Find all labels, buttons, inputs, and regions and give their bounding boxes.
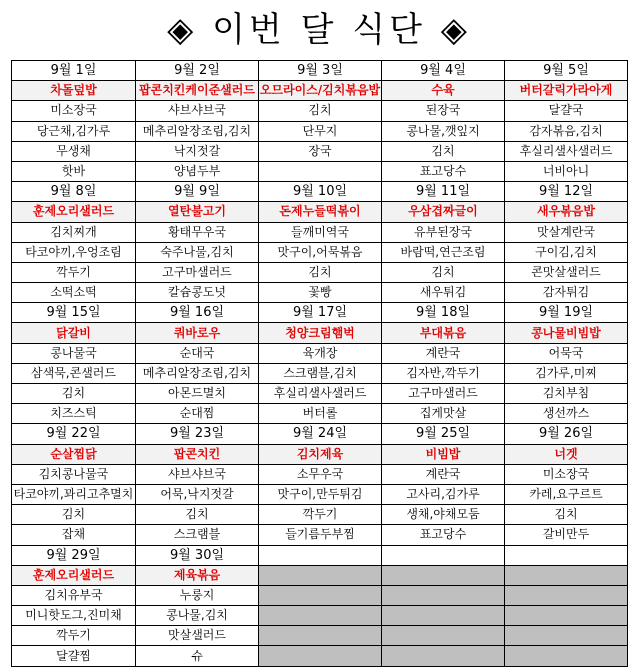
menu-row <box>12 222 628 242</box>
side-dish: 감자튀김 <box>505 283 628 303</box>
side-dish: 잡채 <box>12 525 136 545</box>
date-cell <box>382 545 505 565</box>
side-dish: 맛구이,어묵볶음 <box>259 242 382 262</box>
menu-row <box>12 404 628 424</box>
date-cell: 9월 24일 <box>259 424 382 444</box>
empty-cell <box>505 585 628 605</box>
side-dish: 당근채,김가루 <box>12 121 136 141</box>
page-title: ◈ 이번 달 식단 ◈ <box>167 10 471 50</box>
menu-row <box>12 565 628 585</box>
side-dish: 달걀찜 <box>12 646 136 666</box>
empty-cell <box>505 646 628 666</box>
side-dish: 김자반,깍두기 <box>382 363 505 383</box>
date-cell: 9월 29일 <box>12 545 136 565</box>
side-dish: 카레,요구르트 <box>505 484 628 504</box>
side-dish: 꽃빵 <box>259 283 382 303</box>
side-dish: 들깨미역국 <box>259 222 382 242</box>
side-dish: 생채,야채모둠 <box>382 505 505 525</box>
main-dish: 열탄불고기 <box>136 202 259 222</box>
main-dish: 차돌덮밥 <box>12 81 136 101</box>
main-dish: 순살찜닭 <box>12 444 136 464</box>
main-dish: 버터갈릭가라아게 <box>505 81 628 101</box>
empty-cell <box>259 646 382 666</box>
side-dish: 누룽지 <box>136 585 259 605</box>
main-dish: 비빔밥 <box>382 444 505 464</box>
side-dish: 순대찜 <box>136 404 259 424</box>
main-dish: 너겟 <box>505 444 628 464</box>
side-dish: 메추리알장조림,김치 <box>136 363 259 383</box>
side-dish: 콩나물,김치 <box>136 606 259 626</box>
side-dish: 김치 <box>136 505 259 525</box>
side-dish: 김치찌개 <box>12 222 136 242</box>
menu-row <box>12 202 628 222</box>
main-dish: 제육볶음 <box>136 565 259 585</box>
side-dish: 너비아니 <box>505 161 628 181</box>
empty-cell <box>505 606 628 626</box>
date-cell: 9월 22일 <box>12 424 136 444</box>
empty-cell <box>382 626 505 646</box>
date-row <box>12 61 628 81</box>
side-dish: 황태무우국 <box>136 222 259 242</box>
side-dish: 낙지젓갈 <box>136 141 259 161</box>
side-dish: 김치부침 <box>505 384 628 404</box>
side-dish: 샤브샤브국 <box>136 101 259 121</box>
menu-row <box>12 444 628 464</box>
side-dish: 구이김,김치 <box>505 242 628 262</box>
side-dish: 깍두기 <box>12 262 136 282</box>
empty-cell <box>382 585 505 605</box>
date-cell <box>505 545 628 565</box>
side-dish: 콩나물국 <box>12 343 136 363</box>
side-dish: 김치 <box>505 505 628 525</box>
side-dish: 집게맛살 <box>382 404 505 424</box>
date-cell: 9월 2일 <box>136 61 259 81</box>
side-dish: 어묵국 <box>505 343 628 363</box>
side-dish: 콩나물,깻잎지 <box>382 121 505 141</box>
side-dish: 고구마샐러드 <box>136 262 259 282</box>
side-dish <box>259 161 382 181</box>
main-dish: 김치제육 <box>259 444 382 464</box>
main-dish: 청양크림햄벅 <box>259 323 382 343</box>
side-dish: 유부된장국 <box>382 222 505 242</box>
side-dish: 미소장국 <box>12 101 136 121</box>
empty-cell <box>259 626 382 646</box>
side-dish: 깍두기 <box>259 505 382 525</box>
side-dish: 어묵,낙지젓갈 <box>136 484 259 504</box>
main-dish: 우삼겹짜글이 <box>382 202 505 222</box>
side-dish: 소떡소떡 <box>12 283 136 303</box>
menu-row <box>12 384 628 404</box>
date-cell: 9월 9일 <box>136 182 259 202</box>
date-row <box>12 424 628 444</box>
menu-row <box>12 363 628 383</box>
date-cell: 9월 19일 <box>505 303 628 323</box>
side-dish: 칼슘콩도넛 <box>136 283 259 303</box>
side-dish: 맛구이,만두튀김 <box>259 484 382 504</box>
menu-row <box>12 464 628 484</box>
side-dish: 타코야끼,우엉조림 <box>12 242 136 262</box>
side-dish: 김치 <box>259 101 382 121</box>
menu-row <box>12 81 628 101</box>
side-dish: 치즈스틱 <box>12 404 136 424</box>
menu-table <box>11 60 628 667</box>
side-dish: 삼색묵,콘샐러드 <box>12 363 136 383</box>
main-dish: 훈제오리샐러드 <box>12 202 136 222</box>
date-cell <box>259 545 382 565</box>
side-dish: 후실리샐사샐러드 <box>505 141 628 161</box>
side-dish: 고사리,김가루 <box>382 484 505 504</box>
date-cell: 9월 26일 <box>505 424 628 444</box>
menu-row <box>12 505 628 525</box>
empty-cell <box>505 565 628 585</box>
side-dish: 무생채 <box>12 141 136 161</box>
side-dish: 맛살계란국 <box>505 222 628 242</box>
date-row <box>12 545 628 565</box>
main-dish: 오므라이스/김치볶음밥 <box>259 81 382 101</box>
date-row <box>12 182 628 202</box>
main-dish: 새우볶음밥 <box>505 202 628 222</box>
empty-cell <box>382 606 505 626</box>
main-dish: 돈제누들떡볶이 <box>259 202 382 222</box>
date-cell: 9월 3일 <box>259 61 382 81</box>
menu-row <box>12 141 628 161</box>
main-dish: 팝콘치킨 <box>136 444 259 464</box>
side-dish: 숙주나물,김치 <box>136 242 259 262</box>
main-dish: 닭갈비 <box>12 323 136 343</box>
side-dish: 계란국 <box>382 343 505 363</box>
date-row <box>12 303 628 323</box>
menu-row <box>12 283 628 303</box>
side-dish: 계란국 <box>382 464 505 484</box>
side-dish: 소무우국 <box>259 464 382 484</box>
side-dish: 김가루,미찌 <box>505 363 628 383</box>
empty-cell <box>259 565 382 585</box>
main-dish: 수육 <box>382 81 505 101</box>
side-dish: 감자볶음,김치 <box>505 121 628 141</box>
side-dish: 육개장 <box>259 343 382 363</box>
menu-row <box>12 242 628 262</box>
side-dish: 핫바 <box>12 161 136 181</box>
menu-row <box>12 323 628 343</box>
side-dish: 된장국 <box>382 101 505 121</box>
side-dish: 달걀국 <box>505 101 628 121</box>
side-dish: 스크램블,김치 <box>259 363 382 383</box>
menu-row <box>12 262 628 282</box>
menu-row <box>12 646 628 666</box>
menu-row <box>12 606 628 626</box>
side-dish: 깍두기 <box>12 626 136 646</box>
side-dish: 김치 <box>259 262 382 282</box>
menu-row <box>12 343 628 363</box>
menu-row <box>12 525 628 545</box>
side-dish: 김치 <box>12 505 136 525</box>
side-dish: 미니핫도그,진미채 <box>12 606 136 626</box>
side-dish: 갈비만두 <box>505 525 628 545</box>
side-dish: 김치 <box>382 262 505 282</box>
date-cell: 9월 4일 <box>382 61 505 81</box>
side-dish: 슈 <box>136 646 259 666</box>
side-dish: 장국 <box>259 141 382 161</box>
menu-row <box>12 161 628 181</box>
main-dish: 콩나물비빔밥 <box>505 323 628 343</box>
date-cell: 9월 5일 <box>505 61 628 81</box>
date-cell: 9월 18일 <box>382 303 505 323</box>
empty-cell <box>382 646 505 666</box>
empty-cell <box>505 626 628 646</box>
side-dish: 들기름두부찜 <box>259 525 382 545</box>
empty-cell <box>382 565 505 585</box>
side-dish: 새우튀김 <box>382 283 505 303</box>
date-cell: 9월 23일 <box>136 424 259 444</box>
menu-row <box>12 121 628 141</box>
side-dish: 바람떡,연근조림 <box>382 242 505 262</box>
main-dish: 훈제오리샐러드 <box>12 565 136 585</box>
side-dish: 단무지 <box>259 121 382 141</box>
menu-row <box>12 484 628 504</box>
menu-row <box>12 101 628 121</box>
date-cell: 9월 25일 <box>382 424 505 444</box>
date-cell: 9월 11일 <box>382 182 505 202</box>
side-dish: 샤브샤브국 <box>136 464 259 484</box>
date-cell: 9월 16일 <box>136 303 259 323</box>
side-dish: 김치유부국 <box>12 585 136 605</box>
side-dish: 맛살샐러드 <box>136 626 259 646</box>
side-dish: 표고당수 <box>382 161 505 181</box>
side-dish: 김치 <box>12 384 136 404</box>
main-dish: 쿼바로우 <box>136 323 259 343</box>
date-cell: 9월 15일 <box>12 303 136 323</box>
side-dish: 버터롤 <box>259 404 382 424</box>
date-cell: 9월 12일 <box>505 182 628 202</box>
menu-row <box>12 585 628 605</box>
side-dish: 메추리알장조림,김치 <box>136 121 259 141</box>
menu-row <box>12 626 628 646</box>
side-dish: 스크램블 <box>136 525 259 545</box>
date-cell: 9월 8일 <box>12 182 136 202</box>
side-dish: 타코야끼,꽈리고추멸치 <box>12 484 136 504</box>
main-dish: 부대볶음 <box>382 323 505 343</box>
side-dish: 생선까스 <box>505 404 628 424</box>
side-dish: 고구마샐러드 <box>382 384 505 404</box>
side-dish: 아몬드멸치 <box>136 384 259 404</box>
side-dish: 콘맛살샐러드 <box>505 262 628 282</box>
side-dish: 양념두부 <box>136 161 259 181</box>
empty-cell <box>259 606 382 626</box>
side-dish: 김치콩나물국 <box>12 464 136 484</box>
main-dish: 팝콘치킨케이준샐러드 <box>136 81 259 101</box>
date-cell: 9월 17일 <box>259 303 382 323</box>
side-dish: 미소장국 <box>505 464 628 484</box>
side-dish: 김치 <box>382 141 505 161</box>
side-dish: 순대국 <box>136 343 259 363</box>
date-cell: 9월 10일 <box>259 182 382 202</box>
empty-cell <box>259 585 382 605</box>
date-cell: 9월 1일 <box>12 61 136 81</box>
date-cell: 9월 30일 <box>136 545 259 565</box>
side-dish: 표고당수 <box>382 525 505 545</box>
side-dish: 후실리샐사샐러드 <box>259 384 382 404</box>
